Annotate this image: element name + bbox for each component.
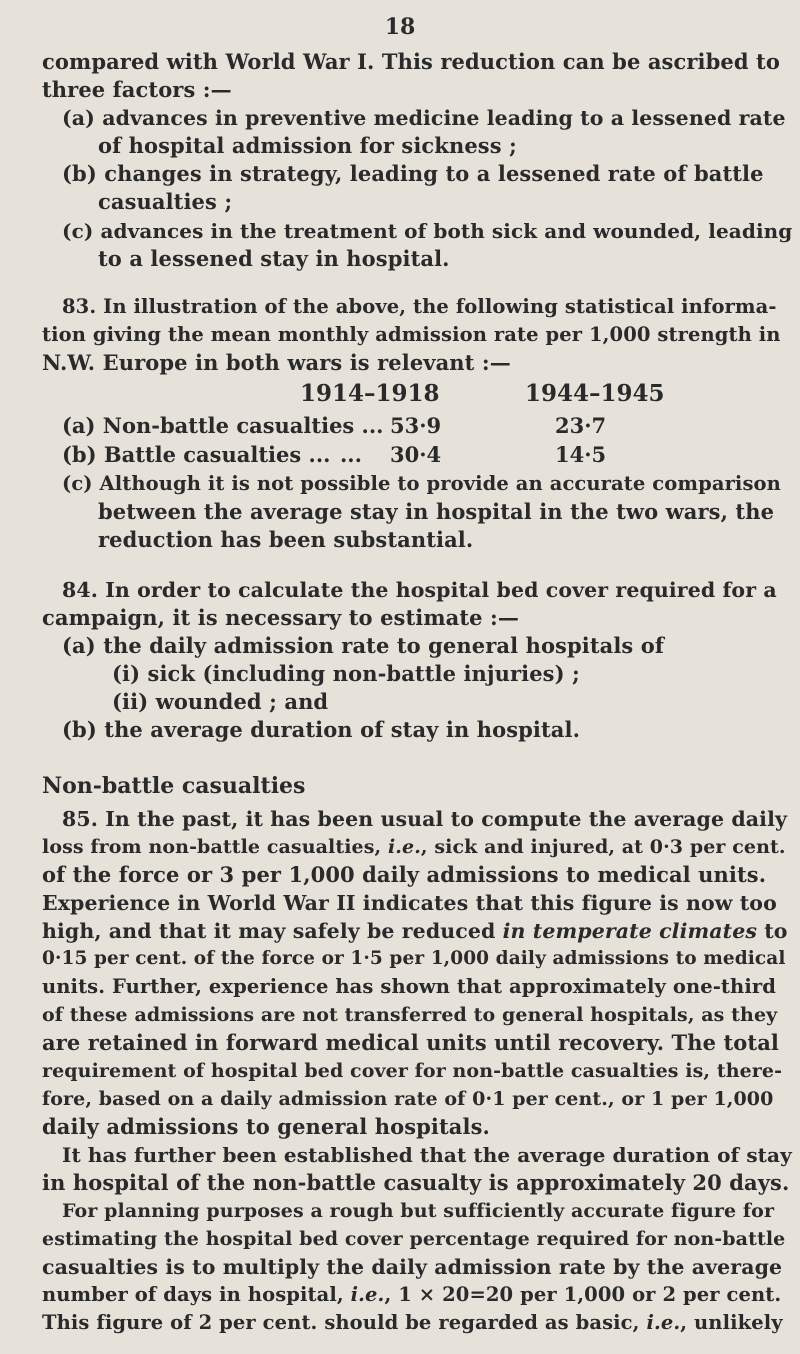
factor-a-line-2: of hospital admission for sickness ; — [98, 133, 517, 158]
para84-item-ii: (ii) wounded ; and — [112, 689, 329, 714]
table-leader-dots: ... — [340, 442, 362, 467]
table-col-header-2: 1944–1945 — [525, 380, 665, 407]
para85-line-9: are retained in forward medical units until recovery. The total — [42, 1030, 779, 1055]
table-row-label: (b) Battle casualties ... — [62, 442, 331, 467]
para84-item-b: (b) the average duration of stay in hospital. — [62, 717, 580, 742]
table-row-label: (a) Non-battle casualties ... — [62, 413, 384, 438]
para85-line-11: fore, based on a daily admission rate of 0·1 per cent., or 1 per 1,000 — [42, 1088, 774, 1110]
para83-line-2: tion giving the mean monthly admission rate per 1,000 strength in — [42, 323, 781, 346]
para84-item-i: (i) sick (including non-battle injuries) ; — [112, 661, 580, 686]
para85-line-8: of these admissions are not transferred to general hospitals, as they — [42, 1004, 778, 1026]
factor-b-line-2: casualties ; — [98, 189, 233, 214]
factor-c-line-2: to a lessened stay in hospital. — [98, 246, 450, 271]
page-number: 18 — [384, 14, 416, 40]
para84-item-a: (a) the daily admission rate to general hospitals of — [62, 633, 664, 658]
table-cell-value: 53·9 — [390, 413, 442, 438]
para83-line-3: N.W. Europe in both wars is relevant :— — [42, 350, 511, 375]
stay-line-2: in hospital of the non-battle casualty is approximately 20 days. — [42, 1170, 790, 1195]
para85-line-4: Experience in World War II indicates that this figure is now too — [42, 891, 777, 915]
para85-line-12: daily admissions to general hospitals. — [42, 1114, 490, 1139]
stay-line-6: number of days in hospital, i.e., 1 × 20=20 per 1,000 or 2 per cent. — [42, 1283, 782, 1306]
table-cell-value: 23·7 — [555, 413, 607, 438]
para85-line-3: of the force or 3 per 1,000 daily admissions to medical units. — [42, 862, 767, 887]
para85-line-2: loss from non-battle casualties, i.e., sick and injured, at 0·3 per cent. — [42, 836, 786, 858]
stay-line-4: estimating the hospital bed cover percentage required for non-battle — [42, 1228, 786, 1250]
factor-c-line-1: (c) advances in the treatment of both sick and wounded, leading — [62, 219, 793, 243]
para83-note-line-2: between the average stay in hospital in the two wars, the — [98, 499, 775, 524]
stay-line-7: This figure of 2 per cent. should be regarded as basic, i.e., unlikely — [42, 1311, 783, 1334]
intro-line-1: compared with World War I. This reduction can be ascribed to — [42, 49, 780, 74]
table-cell-value: 30·4 — [390, 442, 442, 467]
para84-line-2: campaign, it is necessary to estimate :— — [42, 605, 519, 630]
para85-line-10: requirement of hospital bed cover for non-battle casualties is, there- — [42, 1060, 783, 1082]
para85-line-7: units. Further, experience has shown that approximately one-third — [42, 975, 776, 998]
para85-line-5: high, and that it may safely be reduced in temperate climates to — [42, 919, 788, 943]
para83-note-line-1: (c) Although it is not possible to provide an accurate comparison — [62, 472, 781, 495]
stay-line-1: It has further been established that the average duration of stay — [62, 1143, 792, 1167]
factor-a-line-1: (a) advances in preventive medicine leading to a lessened rate — [62, 106, 786, 130]
section-heading: Non-battle casualties — [42, 773, 306, 799]
stay-line-3: For planning purposes a rough but sufficiently accurate figure for — [62, 1200, 775, 1222]
table-cell-value: 14·5 — [555, 442, 607, 467]
para84-line-1: 84. In order to calculate the hospital bed cover required for a — [62, 578, 777, 602]
para85-line-1: 85. In the past, it has been usual to compute the average daily — [62, 807, 787, 831]
stay-line-5: casualties is to multiply the daily admission rate by the average — [42, 1255, 783, 1279]
para83-line-1: 83. In illustration of the above, the following statistical informa- — [62, 295, 777, 318]
intro-line-2: three factors :— — [42, 77, 232, 102]
para83-note-line-3: reduction has been substantial. — [98, 527, 474, 552]
table-col-header-1: 1914–1918 — [300, 380, 440, 407]
factor-b-line-1: (b) changes in strategy, leading to a lessened rate of battle — [62, 161, 764, 186]
para85-line-6: 0·15 per cent. of the force or 1·5 per 1,000 daily admissions to medical — [42, 948, 786, 969]
